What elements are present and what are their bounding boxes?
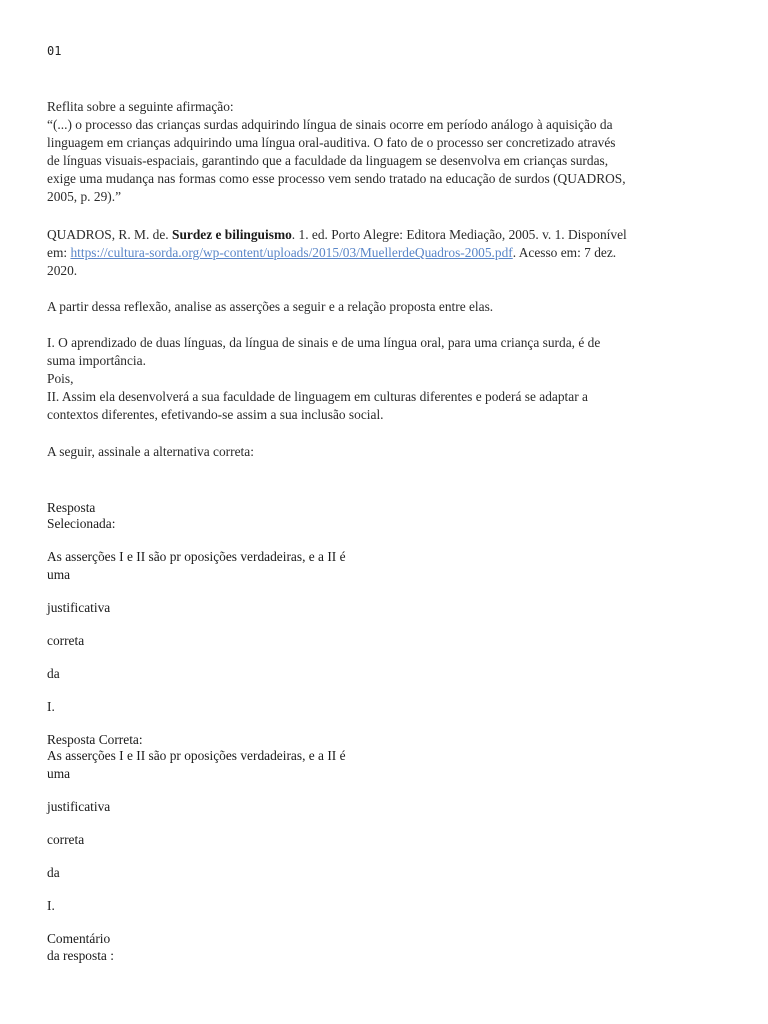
quote-line: de línguas visuais-espaciais, garantindo que a faculdade da linguagem se desenvolva em crianças surdas, xyxy=(47,153,609,168)
reference-year: 2020. xyxy=(47,263,78,278)
reference-access: . Acesso em: 7 dez. xyxy=(512,245,617,260)
quote-line: linguagem em crianças adquirindo uma língua oral-auditiva. O fato de o processo ser concretizado através xyxy=(47,135,616,150)
intro-text: Reflita sobre a seguinte afirmação: xyxy=(47,99,234,114)
comment-label-2: da resposta : xyxy=(47,948,114,963)
reference-line-1 xyxy=(47,227,627,243)
selected-answer-word: correta xyxy=(47,633,85,648)
selected-answer-word: da xyxy=(47,666,60,681)
reference-author: QUADROS, R. M. de. xyxy=(47,227,172,242)
assertion-1-line: suma importância. xyxy=(47,353,146,368)
reference-book-title: Surdez e bilinguismo xyxy=(172,227,292,242)
prompt-text: A seguir, assinale a alternativa correta: xyxy=(47,444,254,459)
correct-answer-word: correta xyxy=(47,832,85,847)
question-number: 01 xyxy=(47,44,62,58)
reference-line-2 xyxy=(47,245,616,261)
reference-edition: . 1. ed. Porto Alegre: Editora Mediação, 2005. v. 1. Disponível xyxy=(291,227,627,242)
correct-answer-word: da xyxy=(47,865,60,880)
assertion-2-line: contextos diferentes, efetivando-se assim a sua inclusão social. xyxy=(47,407,384,422)
selected-answer-text: As asserções I e II são pr oposições verdadeiras, e a II é xyxy=(47,549,346,564)
assertion-1-line: I. O aprendizado de duas línguas, da língua de sinais e de uma língua oral, para uma criança surda, é de xyxy=(47,335,601,350)
selected-answer-word: uma xyxy=(47,567,71,582)
correct-answer-label: Resposta Correta: xyxy=(47,732,143,747)
selected-answer-label-2: Selecionada: xyxy=(47,516,116,531)
pois-text: Pois, xyxy=(47,371,74,386)
correct-answer-word: uma xyxy=(47,766,71,781)
correct-answer-word: justificativa xyxy=(47,799,111,814)
selected-answer-word: justificativa xyxy=(47,600,111,615)
assertion-2-line: II. Assim ela desenvolverá a sua faculdade de linguagem em culturas diferentes e poderá se adaptar a xyxy=(47,389,588,404)
quote-line: exige uma mudança nas formas como esse processo vem sendo tratado na educação de surdos (QUADROS, xyxy=(47,171,626,186)
comment-label: Comentário xyxy=(47,931,111,946)
quote-line: 2005, p. 29).” xyxy=(47,189,122,204)
reference-em: em: xyxy=(47,245,71,260)
reference-url-link[interactable]: https://cultura-sorda.org/wp-content/uploads/2015/03/MuellerdeQuadros-2005.pdf xyxy=(70,245,513,260)
correct-answer-text: As asserções I e II são pr oposições verdadeiras, e a II é xyxy=(47,748,346,763)
correct-answer-word: I. xyxy=(47,898,55,913)
instruction-text: A partir dessa reflexão, analise as asserções a seguir e a relação proposta entre elas. xyxy=(47,299,494,314)
selected-answer-label: Resposta xyxy=(47,500,96,515)
quote-line: “(...) o processo das crianças surdas adquirindo língua de sinais ocorre em período análogo à aquisição da xyxy=(47,117,613,132)
selected-answer-word: I. xyxy=(47,699,55,714)
